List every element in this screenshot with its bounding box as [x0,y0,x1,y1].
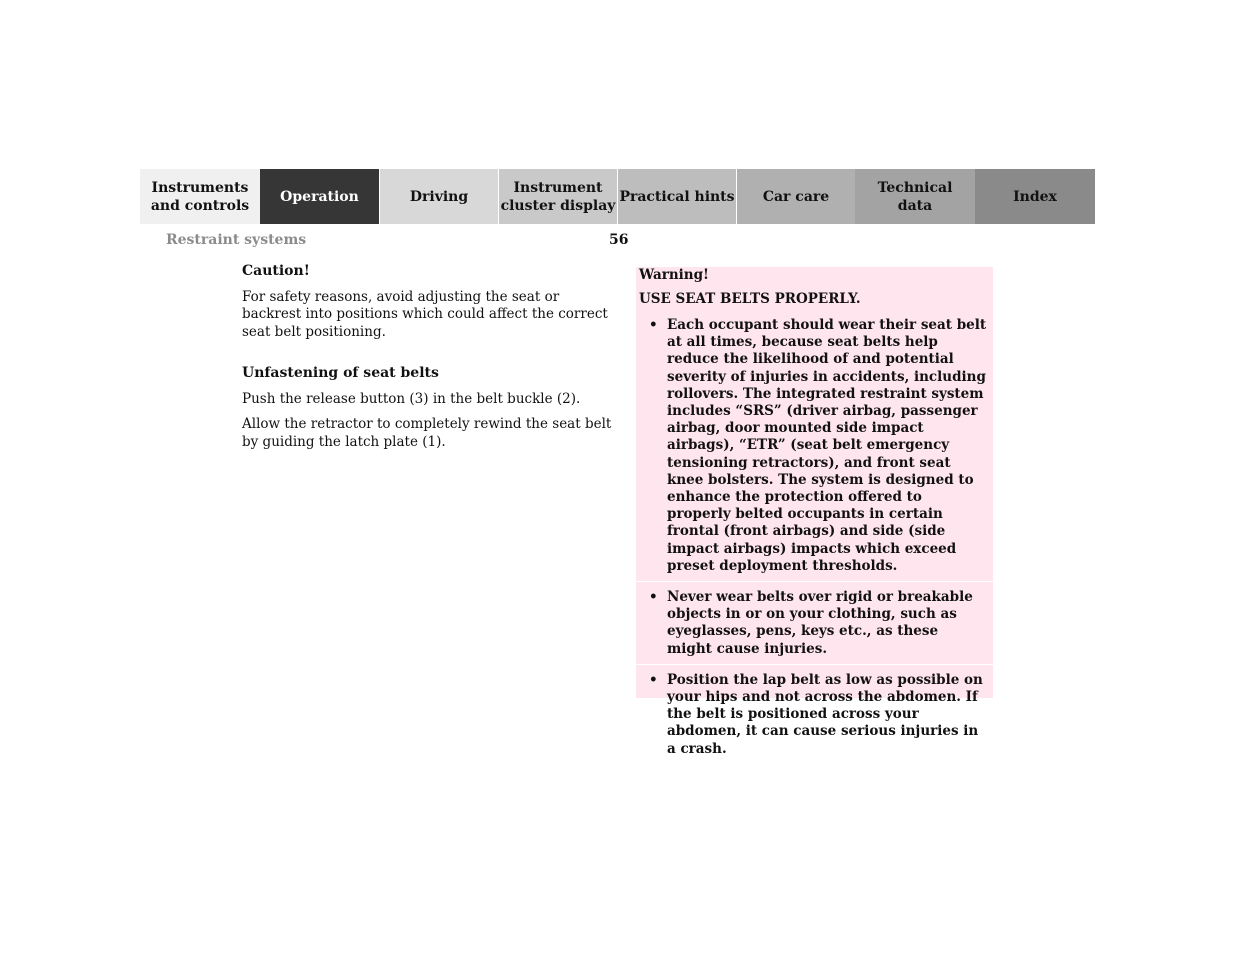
list-item [636,581,993,664]
warning-item-text: Position the lap belt as low as possible on your hips and not across the abdomen. If the belt is positioned across your abdomen, it can cause serious injuries in a crash. [667,671,983,757]
bullet-icon: • [649,589,658,606]
bullet-icon: • [649,317,658,333]
tab-practical-hints[interactable]: Practical hints [617,169,736,224]
warning-list [636,315,993,764]
page-number: 56 [609,232,629,248]
warning-heading: USE SEAT BELTS PROPERLY. [639,291,861,307]
warning-title: Warning! [639,267,709,283]
bullet-icon: • [649,671,658,688]
tab-driving[interactable]: Driving [379,169,498,224]
chapter-tab-bar [140,169,1095,224]
warning-item-text: Never wear belts over rigid or breakable objects in or on your clothing, such as eyeglasses, pens, keys etc., as these might cause injuries. [667,589,973,657]
section-title: Restraint systems [166,232,307,248]
instruction-step-1: Push the release button (3) in the belt buckle (2). [242,390,581,407]
tab-instrument-cluster-display[interactable]: Instrument cluster display [498,169,617,224]
tab-car-care[interactable]: Car care [736,169,855,224]
list-item [636,315,993,581]
left-column [242,263,612,459]
warning-box [636,267,993,757]
tab-index[interactable]: Index [975,169,1095,224]
instruction-step-2: Allow the retractor to completely rewind the seat belt by guiding the latch plate (1). [242,416,612,450]
warning-item-text: Each occupant should wear their seat belt at all times, because seat belts help reduce the likelihood of and potential severity of injuries in accidents, including rollovers. The integrated restraint system includes “SRS” (driver airbag, passenger airbag, door mounted side impact airbags), “ETR” (seat belt emergency tensioning retractors), and front seat knee bolsters. The system is designed to enhance the protection offered to properly belted occupants in certain frontal (front airbags) and side (side impact airbags) impacts which exceed preset deployment thresholds. [667,317,987,574]
caution-heading: Caution! [242,263,310,279]
tab-instruments-and-controls[interactable]: Instruments and controls [140,169,260,224]
caution-text: For safety reasons, avoid adjusting the seat or backrest into positions which could affect the correct seat belt positioning. [242,288,608,340]
tab-technical-data[interactable]: Technical data [855,169,975,224]
list-item [636,664,993,764]
unfastening-heading: Unfastening of seat belts [242,365,439,381]
tab-operation[interactable]: Operation [260,169,379,224]
